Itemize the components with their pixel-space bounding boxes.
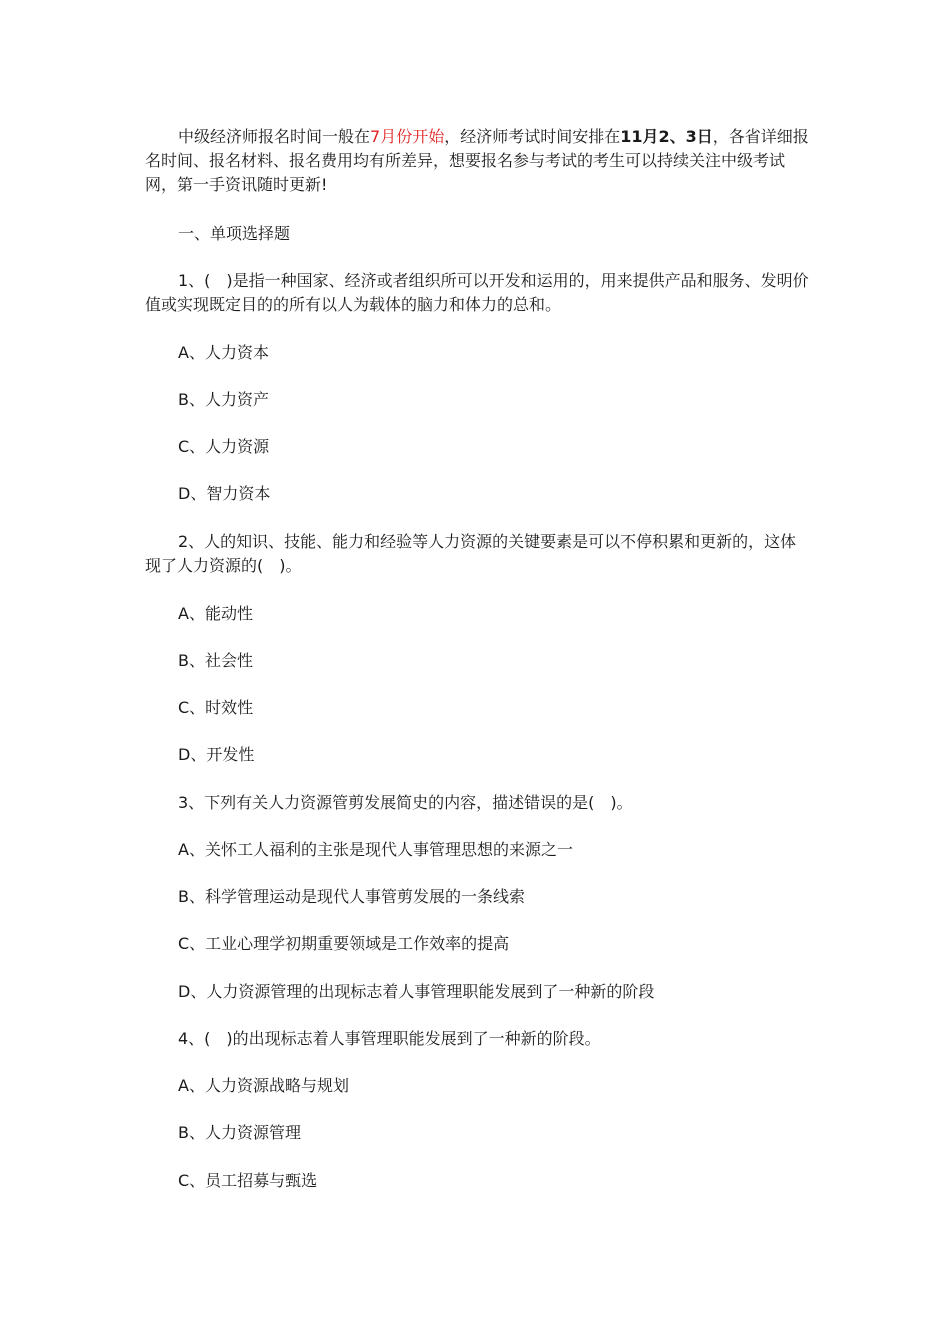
question-4-option-a: A、人力资源战略与规划 — [178, 1076, 349, 1095]
question-3-option-b: B、科学管理运动是现代人事管剪发展的一条线索 — [178, 887, 525, 906]
question-3-option-d: D、人力资源管理的出现标志着人事管理职能发展到了一种新的阶段 — [178, 982, 655, 1001]
intro-exam-date: 11月2、3日 — [620, 127, 713, 146]
question-2-option-a: A、能动性 — [178, 604, 253, 623]
intro-highlight: 7月份开始 — [370, 127, 445, 146]
question-3-option-a: A、关怀工人福利的主张是现代人事管理思想的来源之一 — [178, 840, 573, 859]
question-1-option-c: C、人力资源 — [178, 437, 270, 456]
question-1-stem: 1、( )是指一种国家、经济或者组织所可以开发和运用的，用来提供产品和服务、发明价值或实现既定目的的所有以人为载体的脑力和体力的总和。 — [145, 271, 809, 314]
intro-text-1: 中级经济师报名时间一般在 — [178, 127, 371, 146]
intro-paragraph — [145, 125, 810, 197]
question-4-option-b: B、人力资源管理 — [178, 1123, 301, 1142]
question-2-option-c: C、时效性 — [178, 698, 254, 717]
intro-text-3: ，各省详细报名时间、报名材料、报名费用均有所差异，想要报名参与考试的考生可以持续关注中级考试网，第一手资讯随时更新! — [145, 127, 809, 194]
question-1-option-b: B、人力资产 — [178, 390, 269, 409]
question-4-option-c: C、员工招募与甄选 — [178, 1171, 318, 1190]
question-2-option-d: D、开发性 — [178, 745, 255, 764]
question-4-stem: 4、( )的出现标志着人事管理职能发展到了一种新的阶段。 — [178, 1029, 601, 1048]
question-3-stem: 3、下列有关人力资源管剪发展简史的内容，描述错误的是( )。 — [178, 793, 633, 812]
question-1-option-a: A、人力资本 — [178, 343, 269, 362]
question-2-option-b: B、社会性 — [178, 651, 253, 670]
section-title: 一、单项选择题 — [178, 224, 291, 243]
question-3-option-c: C、工业心理学初期重要领域是工作效率的提高 — [178, 934, 510, 953]
intro-text-2: ，经济师考试时间安排在 — [444, 127, 621, 146]
question-1-option-d: D、智力资本 — [178, 484, 271, 503]
question-2-stem: 2、人的知识、技能、能力和经验等人力资源的关键要素是可以不停积累和更新的，这体现了人力资源的( )。 — [145, 532, 797, 575]
